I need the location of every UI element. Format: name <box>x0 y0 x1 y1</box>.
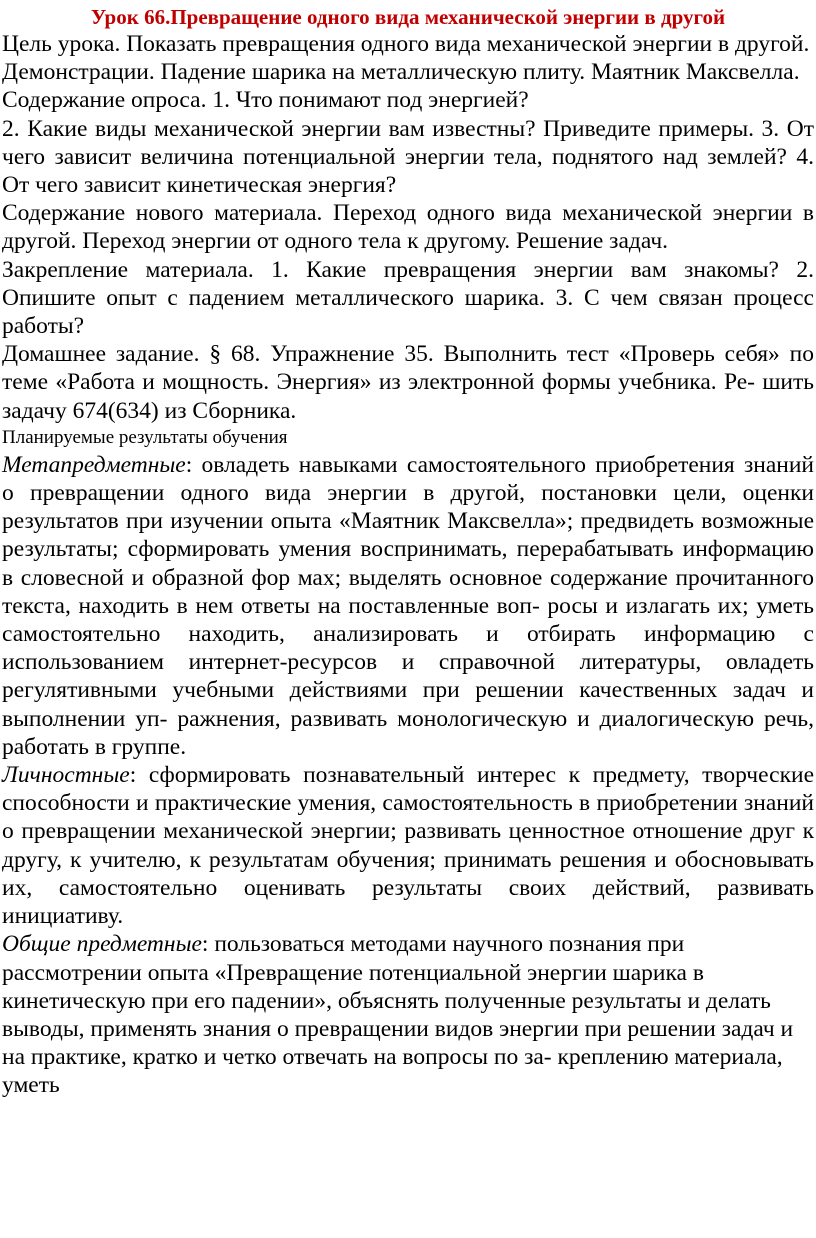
subject-text: : пользоваться методами научного познания при рассмотрении опыта «Превращение потенциальной энергии шарика в кинетическую при его падении», объяснять полученные результаты и делать выводы, применять знания о превращении видов энергии при решении задач и на практике, кратко и четко отвечать на вопросы по за- креплению материала, уметь <box>2 931 794 1099</box>
planned-results-heading: Планируемые результаты обучения <box>2 426 288 448</box>
lesson-goal: Цель урока. Показать превращения одного вида механической энергии в другой. <box>2 31 810 57</box>
subject-results <box>2 930 814 1099</box>
metasubject-label: Метапредметные <box>2 451 186 478</box>
personal-label: Личностные <box>2 762 130 789</box>
demonstrations: Демонстрации. Падение шарика на металлическую плиту. Маятник Максвелла. <box>2 59 800 86</box>
personal-text: : сформировать познавательный интерес к предмету, творческие способности и практические умения, самостоятельность в приобретении знаний о превращении механической энергии; развивать ценностное отношение друг к другу, к учителю, к результатам обучения; принимать решения и обосновывать их, самостоятельно оценивать результаты своих действий, развивать инициативу. <box>2 762 814 930</box>
new-material: Содержание нового материала. Переход одного вида механической энергии в другой. Переход энергии от одного тела к другому. Решение задач. <box>2 200 814 255</box>
survey-content: Содержание опроса. 1. Что понимают под энергией? <box>2 87 529 114</box>
personal-results <box>2 761 814 930</box>
metasubject-results <box>2 451 814 761</box>
reinforcement: Закрепление материала. 1. Какие превращения энергии вам знакомы? 2. Опишите опыт с падением металлического шарика. 3. С чем связан процесс работы? <box>2 256 814 340</box>
metasubject-text: : овладеть навыками самостоятельного приобретения знаний о превращении одного вида энергии в другой, постановки цели, оценки результатов при изучении опыта «Маятник Максвелла»; предвидеть возможные результаты; сформировать умения воспринимать, перерабатывать информацию в словесной и образной фор мах; выделять основное содержание прочитанного текста, находить в нем ответы на поставленные воп- росы и излагать их; уметь самостоятельно находить, анализировать и отбирать информацию с использованием интернет-ресурсов и справочной литературы, овладеть регулятивными учебными действиями при решении качественных задач и выполнении уп- ражнения, развивать монологическую и диалогическую речь, работать в группе. <box>2 451 814 760</box>
lesson-title: Урок 66.Превращение одного вида механической энергии в другой <box>90 5 726 29</box>
homework: Домашнее задание. § 68. Упражнение 35. Выполнить тест «Проверь себя» по теме «Работа и мощность. Энергия» из электронной формы учебника. Ре- шить задачу 674(634) из Сборника. <box>2 341 814 424</box>
subject-label: Общие предметные <box>2 931 202 958</box>
survey-questions: 2. Какие виды механической энергии вам известны? Приведите примеры. 3. От чего зависит величина потенциальной энергии тела, поднятого над землей? 4. От чего зависит кинетическая энергия? <box>2 115 814 199</box>
